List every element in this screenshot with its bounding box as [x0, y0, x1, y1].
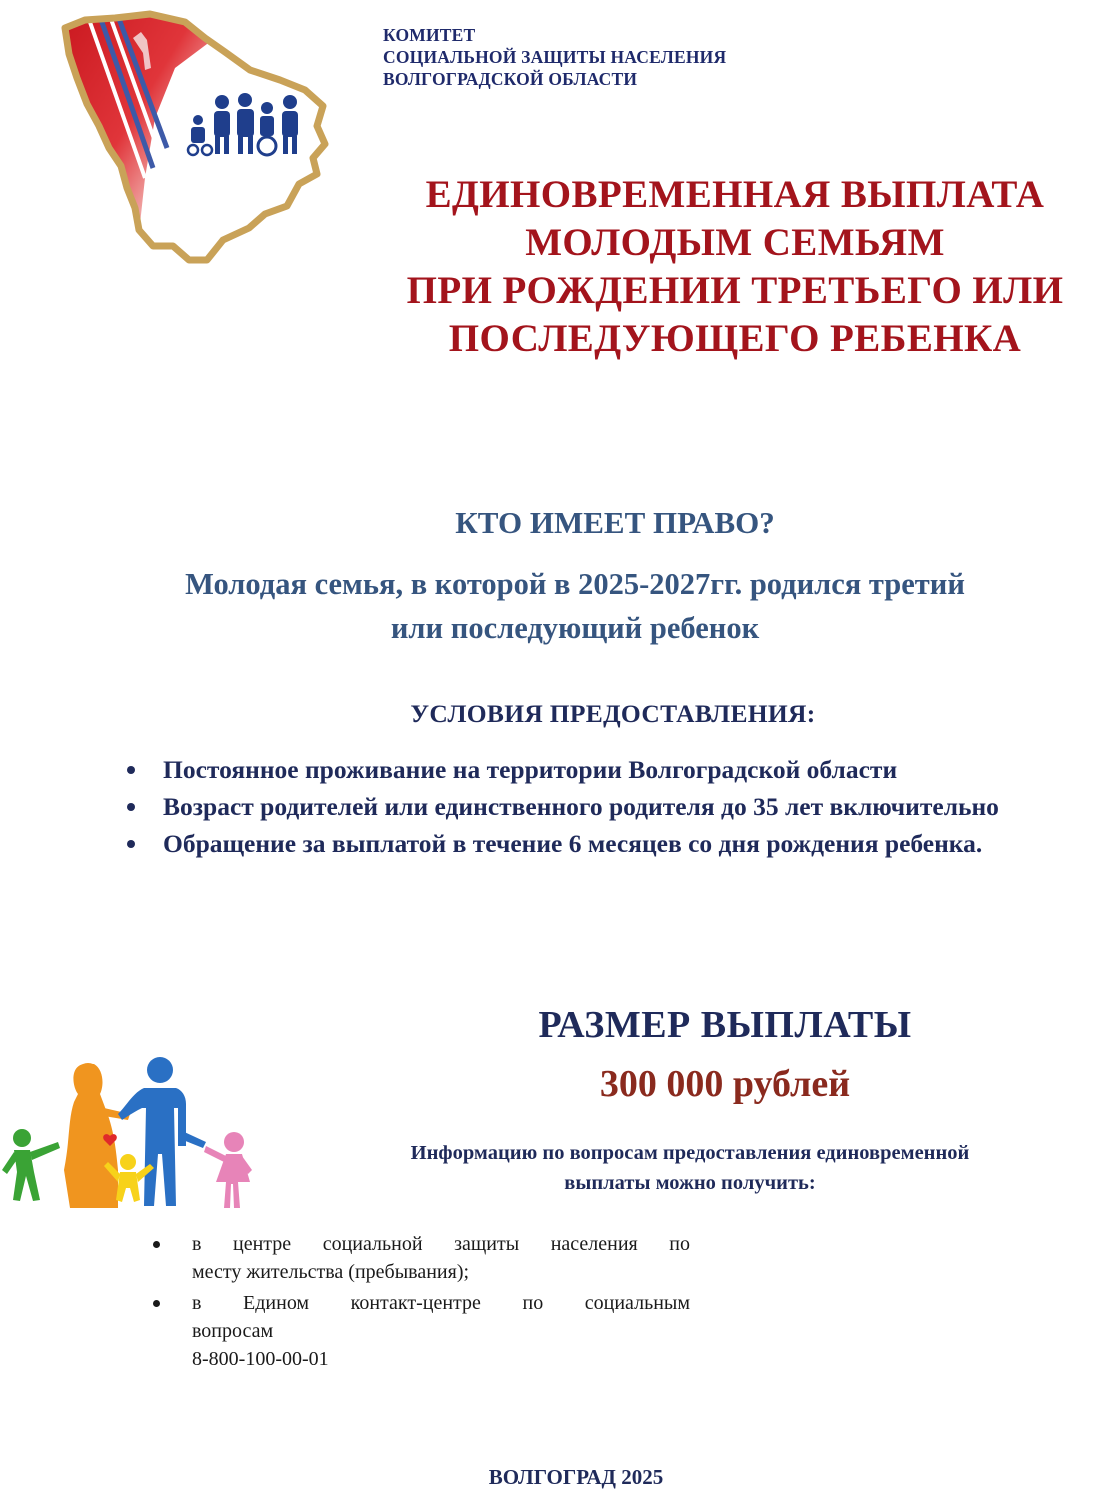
- bullet-icon: [153, 1300, 160, 1307]
- word: в: [192, 1292, 202, 1314]
- word: социальной: [322, 1233, 423, 1255]
- list-item: [125, 789, 1085, 824]
- title-line: ПОСЛЕДУЮЩЕГО РЕБЕНКА: [448, 317, 1022, 360]
- conditions-list: [125, 752, 1085, 863]
- info-item-line: вопросам: [192, 1320, 274, 1342]
- list-item: [125, 752, 1085, 787]
- word: защиты: [454, 1233, 520, 1255]
- committee-line: КОМИТЕТ: [383, 25, 476, 45]
- committee-line: СОЦИАЛЬНОЙ ЗАЩИТЫ НАСЕЛЕНИЯ: [383, 47, 727, 67]
- word: социальным: [584, 1292, 690, 1314]
- bullet-icon: [153, 1241, 160, 1248]
- word: контакт-центре: [350, 1292, 481, 1314]
- info-item-first-line: [192, 1289, 690, 1317]
- family-illustration-icon: [0, 1050, 270, 1220]
- list-item: [150, 1230, 690, 1286]
- word: центре: [233, 1233, 292, 1255]
- bullet-icon: [127, 840, 135, 848]
- page-title: [385, 171, 1085, 363]
- who-text-line: или последующий ребенок: [390, 611, 760, 645]
- conditions-heading: УСЛОВИЯ ПРЕДОСТАВЛЕНИЯ:: [410, 699, 816, 728]
- footer-city-year: ВОЛГОГРАД 2025: [488, 1465, 664, 1489]
- who-text-line: Молодая семья, в которой в 2025-2027гг. родился третий: [185, 567, 965, 601]
- word: в: [192, 1233, 202, 1255]
- amount-heading: РАЗМЕР ВЫПЛАТЫ: [538, 1004, 912, 1046]
- who-text: [70, 562, 1080, 650]
- condition-text: Возраст родителей или единственного родителя до 35 лет включительно: [163, 792, 999, 821]
- committee-name: [383, 24, 726, 90]
- amount-value: 300 000 рублей: [599, 1063, 851, 1105]
- word: населения: [550, 1233, 638, 1255]
- phone-number: 8-800-100-00-01: [192, 1348, 329, 1370]
- condition-text: Постоянное проживание на территории Волгоградской области: [163, 755, 898, 784]
- info-item-line: месту жительства (пребывания);: [192, 1261, 470, 1283]
- region-logo-icon: [55, 8, 355, 270]
- info-heading-line: Информацию по вопросам предоставления единовременной: [410, 1142, 970, 1164]
- title-line: ЕДИНОВРЕМЕННАЯ ВЫПЛАТА: [425, 173, 1045, 216]
- title-line: ПРИ РОЖДЕНИИ ТРЕТЬЕГО ИЛИ: [406, 269, 1064, 312]
- info-heading: [310, 1138, 1070, 1198]
- bullet-icon: [127, 803, 135, 811]
- committee-line: ВОЛГОГРАДСКОЙ ОБЛАСТИ: [383, 69, 638, 89]
- info-item-first-line: [192, 1230, 690, 1258]
- list-item: [125, 826, 1085, 861]
- list-item: [150, 1289, 690, 1373]
- title-line: МОЛОДЫМ СЕМЬЯМ: [525, 221, 945, 264]
- info-heading-line: выплаты можно получить:: [564, 1172, 816, 1194]
- bullet-icon: [127, 766, 135, 774]
- who-heading: КТО ИМЕЕТ ПРАВО?: [455, 505, 775, 540]
- info-list: [150, 1230, 690, 1376]
- word: по: [669, 1233, 690, 1255]
- word: по: [522, 1292, 544, 1314]
- condition-text: Обращение за выплатой в течение 6 месяцев со дня рождения ребенка.: [163, 829, 983, 858]
- word: Едином: [243, 1292, 310, 1314]
